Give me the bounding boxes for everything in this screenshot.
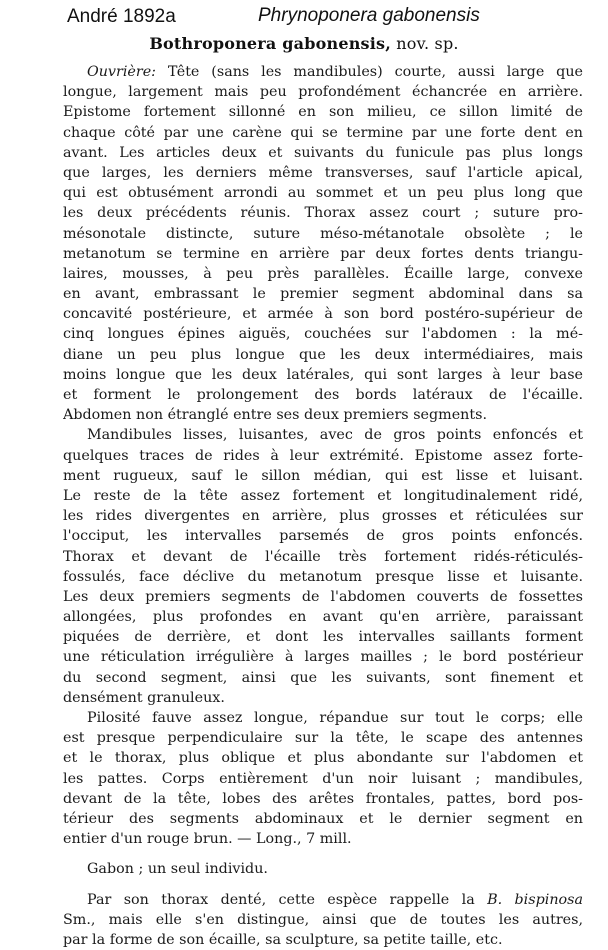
text-line: concavité postérieure, et armée à son bord postéro-supérieur de xyxy=(63,304,583,324)
text-line: les deux précédents réunis. Thorax assez court ; suture pro- xyxy=(63,203,583,223)
text-line: les pattes. Corps entièrement d'un noir luisant ; mandibules, xyxy=(63,769,583,789)
text-line: par la forme de son écaille, sa sculpture, sa petite taille, etc. xyxy=(63,930,583,950)
text-line: ment rugueux, sauf le sillon médian, qui est lisse et luisant. xyxy=(63,466,583,486)
text-line: longue, largement mais peu profondément échancrée en arrière. xyxy=(63,82,583,102)
text-line: quelques traces de rides à leur extrémité. Epistome assez forte- xyxy=(63,446,583,466)
title-name: Bothroponera gabonensis, xyxy=(149,34,391,53)
text-line: fossulés, face déclive du metanotum presque lisse et luisante. xyxy=(63,567,583,587)
text-line: Sm., mais elle s'en distingue, ainsi que de toutes les autres, xyxy=(63,910,583,930)
text-line: devant de la tête, lobes des arêtes frontales, pattes, bord pos- xyxy=(63,789,583,809)
paragraph-description xyxy=(63,62,583,425)
text-line: l'occiput, les intervalles parsemés de gros points enfoncés. xyxy=(63,526,583,546)
text-line: térieur des segments abdominaux et le dernier segment en xyxy=(63,809,583,829)
text-line: et le thorax, plus oblique et plus abondante sur l'abdomen et xyxy=(63,748,583,768)
section-title xyxy=(0,34,608,53)
spacer xyxy=(63,849,583,859)
text-line: est presque perpendiculaire sur la tête, le scape des antennes xyxy=(63,728,583,748)
paragraph-pilosity xyxy=(63,708,583,849)
text-line: Pilosité fauve assez longue, répandue sur tout le corps; elle xyxy=(63,708,583,728)
text-line: laires, mousses, à peu près parallèles. Écaille large, convexe xyxy=(63,264,583,284)
text-line: que larges, les derniers même transverses, sauf l'article apical, xyxy=(63,163,583,183)
text-line: Gabon ; un seul individu. xyxy=(63,859,583,879)
spacer xyxy=(63,880,583,890)
text-line: densément granuleux. xyxy=(63,688,583,708)
text-line: les rides divergentes en arrière, plus grosses et réticulées sur xyxy=(63,506,583,526)
species-name-label: Phrynoponera gabonensis xyxy=(258,5,480,27)
title-suffix: nov. sp. xyxy=(396,34,458,53)
text-line: Thorax et devant de l'écaille très fortement ridés-réticulés- xyxy=(63,547,583,567)
paragraph-locality xyxy=(63,859,583,879)
text-line: en avant, embrassant le premier segment abdominal dans sa xyxy=(63,284,583,304)
text-line: metanotum se termine en arrière par deux fortes dents triangu- xyxy=(63,244,583,264)
text-line: et forment le prolongement des bords latéraux de l'écaille. xyxy=(63,385,583,405)
text-line xyxy=(63,62,583,82)
text-line: cinq longues épines aiguës, couchées sur l'abdomen : la mé- xyxy=(63,324,583,344)
body-text xyxy=(63,62,583,950)
text-line: Abdomen non étranglé entre ses deux premiers segments. xyxy=(63,405,583,425)
text-line: diane un peu plus longue que les deux intermédiaires, mais xyxy=(63,345,583,365)
text-line: Epistome fortement sillonné en son milieu, ce sillon limité de xyxy=(63,102,583,122)
text-line: une réticulation irrégulière à larges mailles ; le bord postérieur xyxy=(63,647,583,667)
text-line: moins longue que les deux latérales, qui sont larges à leur base xyxy=(63,365,583,385)
text-line: chaque côté par une carène qui se termine par une forte dent en xyxy=(63,123,583,143)
text-line: du second segment, ainsi que les suivants, sont finement et xyxy=(63,668,583,688)
text-line: piquées de derrière, et dont les intervalles saillants forment xyxy=(63,627,583,647)
species-reference: B. bispinosa xyxy=(487,892,583,908)
text-span: Tête (sans les mandibules) courte, aussi large que xyxy=(156,64,583,80)
text-line: allongées, plus profondes en avant qu'en arrière, paraissant xyxy=(63,607,583,627)
text-line: qui est obtusément arrondi au sommet et un peu plus long que xyxy=(63,183,583,203)
paragraph-sculpture xyxy=(63,425,583,708)
text-line: mésonotale distincte, suture méso-métanotale obsolète ; le xyxy=(63,224,583,244)
paragraph-comparison xyxy=(63,890,583,950)
citation-label: André 1892a xyxy=(67,6,176,28)
caste-label: Ouvrière: xyxy=(87,64,156,80)
text-line: avant. Les articles deux et suivants du funicule pas plus longs xyxy=(63,143,583,163)
text-line: entier d'un rouge brun. — Long., 7 mill. xyxy=(63,829,583,849)
text-line xyxy=(63,890,583,910)
text-span: Par son thorax denté, cette espèce rappelle la xyxy=(87,892,487,908)
text-line: Le reste de la tête assez fortement et longitudinalement ridé, xyxy=(63,486,583,506)
text-line: Les deux premiers segments de l'abdomen couverts de fossettes xyxy=(63,587,583,607)
text-line: Mandibules lisses, luisantes, avec de gros points enfoncés et xyxy=(63,425,583,445)
